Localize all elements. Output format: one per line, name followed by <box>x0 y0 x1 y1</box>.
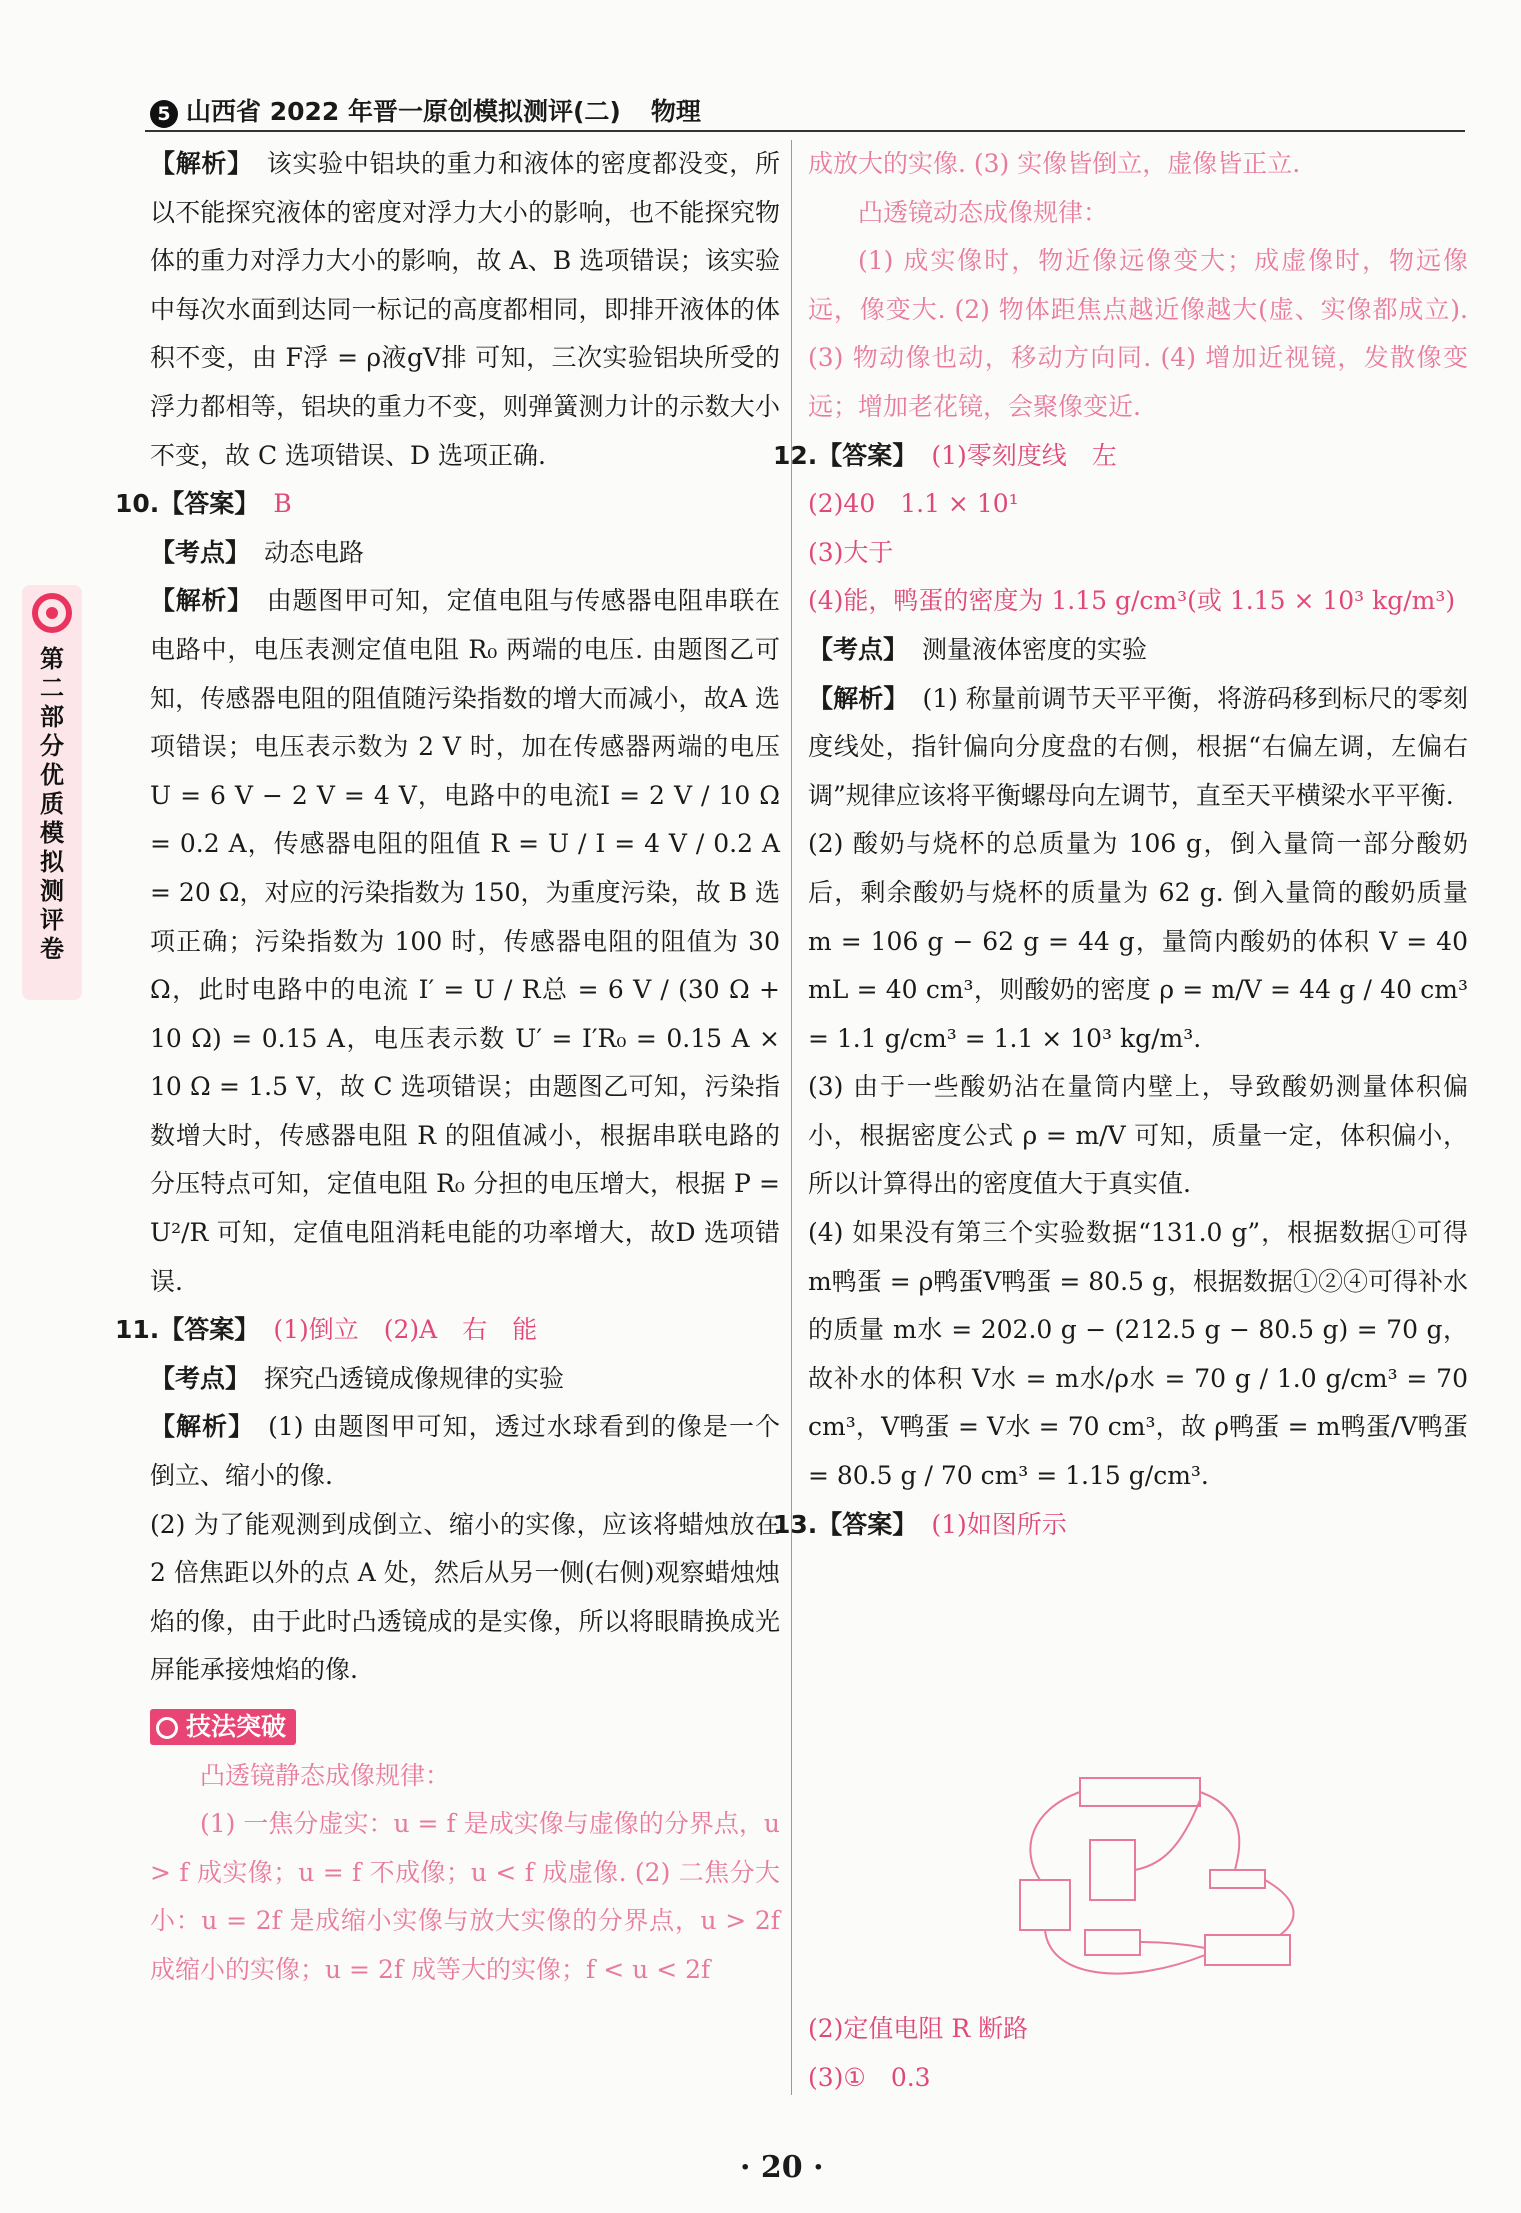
header-rule <box>145 130 1465 132</box>
resistor-icon <box>1085 1930 1140 1955</box>
wire <box>1045 1930 1205 1974</box>
side-section-tab <box>22 585 82 1000</box>
wire <box>1030 1792 1080 1880</box>
q10-kaodian: 【考点】 动态电路 <box>150 537 365 567</box>
q11-analysis-1: 【解析】 (1) 由题图甲可知，透过水球看到的像是一个倒立、缩小的像. <box>150 1412 780 1491</box>
skill-continued: 成放大的实像. (3) 实像皆倒立，虚像皆正立. <box>808 149 1301 178</box>
rheostat-icon <box>1205 1935 1290 1965</box>
q11-kaodian: 【考点】 探究凸透镜成像规律的实验 <box>150 1363 565 1393</box>
target-icon <box>32 593 72 633</box>
q10-answer: 10.【答案】 B <box>115 489 292 519</box>
q13-answer-3: (3)① 0.3 <box>808 2062 931 2092</box>
right-column <box>773 140 1468 1549</box>
q12-analysis-3: (3) 由于一些酸奶沾在量筒内壁上，导致酸奶测量体积偏小，根据密度公式 ρ = m/V 可知，质量一定，体积偏小，所以计算得出的密度值大于真实值. <box>808 1072 1468 1199</box>
q12-answer: 12.【答案】 (1)零刻度线 左 <box>773 440 1117 470</box>
dynamic-rules-title: 凸透镜动态成像规律： <box>858 197 1109 227</box>
dynamic-rules-text: (1) 成实像时，物近像远像变大；成虚像时，物远像远，像变大. (2) 物体距焦点越近像越大(虚、实像都成立). (3) 物动像也动，移动方向同. (4) 增加近视镜，发散像变远；增加老花镜，会聚像变近. <box>808 246 1468 421</box>
voltmeter-icon <box>1090 1840 1135 1900</box>
wire <box>1135 1800 1200 1870</box>
q10-analysis: 【解析】 由题图甲可知，定值电阻与传感器电阻串联在电路中，电压表测定值电阻 R₀ 两端的电压. 由题图乙可知，传感器电阻的阻值随污染指数的增大而减小，故A 选项错误；电压表示数为 2 V 时，加在传感器两端的电压 U = 6 V − 2 V = 4 V，电路中的电流I = 2 V / 10 Ω = 0.2 A，传感器电阻的阻值 R = U / I = 4 V / 0.2 A = 20 Ω，对应的污染指数为 150，为重度污染，故 B 选项正确；污染指数为 100 时，传感器电阻的阻值为 30 Ω，此时电路中的电流 I′ = U / R总 = 6 V / (30 Ω + 10 Ω) = 0.15 A，电压表示数 U′ = I′R₀ = 0.15 A × 10 Ω = 1.5 V，故 C 选项错误；由题图乙可知，污染指数增大时，传感器电阻 R 的阻值减小，根据串联电路的分压特点可知，定值电阻 R₀ 分担的电压增大，根据 P = U²/R 可知，定值电阻消耗电能的功率增大，故D 选项错误. <box>150 586 780 1296</box>
q12-answer-4: (4)能，鸭蛋的密度为 1.15 g/cm³(或 1.15 × 10³ kg/m³) <box>808 586 1456 616</box>
skill-badge-row <box>150 1703 780 1752</box>
circuit-diagram <box>1010 1770 1310 2010</box>
q12-kaodian: 【考点】 测量液体密度的实验 <box>808 634 1148 664</box>
skill-title: 凸透镜静态成像规律： <box>200 1760 451 1790</box>
q12-analysis-2: (2) 酸奶与烧杯的总质量为 106 g，倒入量筒一部分酸奶后，剩余酸奶与烧杯的质量为 62 g. 倒入量筒的酸奶质量 m = 106 g − 62 g = 44 g，量筒内酸奶的体积 V = 40 mL = 40 cm³，则酸奶的密度 ρ = m/V = 44 g / 40 cm³ = 1.1 g/cm³ = 1.1 × 10³ kg/m³. <box>808 829 1468 1053</box>
q11-answer: 11.【答案】 (1)倒立 (2)A 右 能 <box>115 1315 538 1345</box>
header-subject: 物理 <box>650 97 701 126</box>
ammeter-icon <box>1020 1880 1070 1930</box>
q12-answer-3: (3)大于 <box>808 537 894 567</box>
q13-answer-2: (2)定值电阻 R 断路 <box>808 2014 1029 2043</box>
skill-text: (1) 一焦分虚实：u = f 是成实像与虚像的分界点，u > f 成实像；u = f 不成像；u < f 成虚像. (2) 二焦分大小：u = 2f 是成缩小实像与放大实像的分界点，u > 2f 成缩小的实像；u = 2f 成等大的实像；f < u < 2f <box>150 1809 780 1984</box>
page-number: · 20 · <box>740 2150 824 2185</box>
wire <box>1200 1792 1239 1870</box>
switch-icon <box>1210 1870 1265 1888</box>
wire <box>1140 1942 1205 1948</box>
side-tab-text: 第二部分 优质模拟 测评卷 <box>40 645 64 963</box>
skill-badge: 技法突破 <box>150 1709 296 1745</box>
q12-answer-2: (2)40 1.1 × 10¹ <box>808 489 1019 519</box>
header-title: 山西省 2022 年晋一原创模拟测评(二) <box>186 97 621 126</box>
q11-analysis-2: (2) 为了能观测到成倒立、缩小的实像，应该将蜡烛放在 2 倍焦距以外的点 A 处，然后从另一侧(右侧)观察蜡烛烛焰的像，由于此时凸透镜成的是实像，所以将眼睛换成光屏能承接烛焰的像. <box>150 1509 780 1685</box>
q12-analysis-4: (4) 如果没有第三个实验数据“131.0 g”，根据数据①可得 m鸭蛋 = ρ鸭蛋V鸭蛋 = 80.5 g，根据数据①②④可得补水的质量 m水 = 202.0 g − (212.5 g − 80.5 g) = 70 g，故补水的体积 V水 = m水/ρ水 = 70 g / 1.0 g/cm³ = 70 cm³，V鸭蛋 = V水 = 70 cm³，故 ρ鸭蛋 = m鸭蛋/V鸭蛋 = 80.5 g / 70 cm³ = 1.15 g/cm³. <box>808 1218 1468 1491</box>
q13-answer: 13.【答案】 (1)如图所示 <box>773 1509 1067 1539</box>
q9-analysis: 【解析】 该实验中铝块的重力和液体的密度都没变，所以不能探究液体的密度对浮力大小的影响，也不能探究物体的重力对浮力大小的影响，故 A、B 选项错误；该实验中每次水面到达同一标记的高度都相同，即排开液体的体积不变，由 F浮 = ρ液gV排 可知，三次实验铝块所受的浮力都相等，铝块的重力不变，则弹簧测力计的示数大小不变，故 C 选项错误、D 选项正确. <box>150 149 780 470</box>
left-column <box>115 140 780 1995</box>
wire <box>1265 1880 1294 1935</box>
target-icon <box>156 1717 178 1739</box>
page-header <box>150 92 701 128</box>
q12-analysis-1: 【解析】 (1) 称量前调节天平平衡，将游码移到标尺的零刻度线处，指针偏向分度盘的右侧，根据“右偏左调，左偏右调”规律应该将平衡螺母向左调节，直至天平横梁水平平衡. <box>808 683 1468 810</box>
header-number: 5 <box>150 100 178 128</box>
q13-more <box>808 2005 1468 2102</box>
battery-icon <box>1080 1778 1200 1806</box>
